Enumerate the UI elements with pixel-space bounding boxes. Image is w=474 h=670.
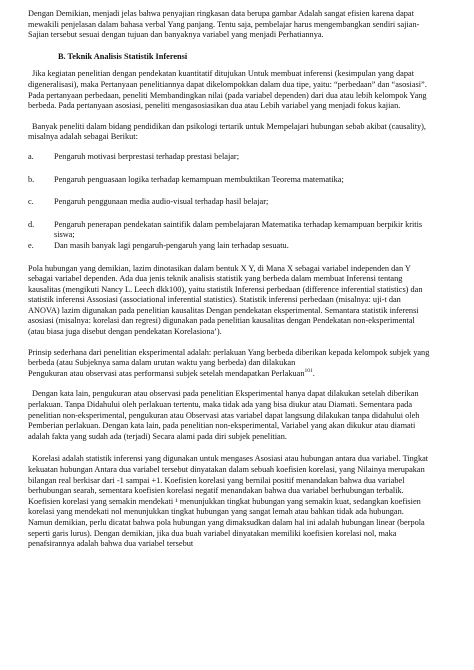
list-item xyxy=(28,197,430,208)
korelasi-paragraph: Korelasi adalah statistik inferensi yang digunakan untuk mengases Asosiasi atau hubungan antara dua variabel. Tingkat kekuatan hubungan Antara dua variabel tersebut dinyatakan dalam sebuah koefisien korelasi, yang Nilainya merupakan bilangan real berkisar dari -1 sampai +1. Koefisien korelasi yang bernilai positif menandakan bahwa dua variabel berhubungan searah, sementara koefisien korelasi negatif menandakan bahwa dua variabel berhubungan terbalik. Koefisien korelasi yang semakin mendekati ¹ menunjukkan tingkat hubungan yang semakin kuat, sedangkan koefisien korelasi yang mendekati nol menunjukkan tingkat hubungan yang sangat lemah atau bahkan tidak ada hubungan. Namun demikian, perlu dicatat bahwa pola hubungan yang dimaksudkan dalam hal ini adalah hubungan linear (berpola seperti garis lurus). Dengan demikian, jika dua buah variabel dinyatakan memiliki koefisien korelasi nol, maka penafsirannya adalah bahwa dua variabel tersebut xyxy=(28,454,429,549)
list-item xyxy=(28,175,430,186)
list-item xyxy=(28,152,430,163)
kata-lain-paragraph: Dengan kata lain, pengukuran atau observasi pada penelitian Eksperimental hanya dapat dilakukan setelah diberikan perlakuan. Tanpa Didahului oleh perlakuan tertentu, maka tidak ada yang bisa diukur atau Diamati. Sementara pada penelitian non-eksperimental, pengukuran atau Observasi atas variabel dapat langsung dilakukan tanpa didahului oleh Pemberian perlakuan. Dengan kata lain, pada penelitian non-eksperimental, Variabel yang akan dikukur atau diamati adalah fakta yang sudah ada (terjadi) Secara alami pada diri subjek penelitian. xyxy=(28,389,420,441)
prinsip-paragraph: Prinsip sederhana dari penelitian eksperimental adalah: perlakuan Yang berbeda diberikan kepada kelompok subjek yang berbeda (atau Subjeknya sama dalam urutan waktu yang berbeda) dan dilakukan xyxy=(28,347,430,368)
list-marker: a. xyxy=(28,151,34,161)
list-item-text: Dan masih banyak lagi pengaruh-pengaruh yang lain terhadap sesuatu. xyxy=(54,240,289,250)
list-item xyxy=(28,220,430,241)
inferensi-paragraph: Jika kegiatan penelitian dengan pendekatan kuantitatif ditujukan Untuk membuat inferensi (kesimpulan yang dapat digeneralisasi), maka Pertanyaan penelitiannya dapat dikelompokkan dalam dua tipe, yaitu: “perbedaan” dan “asosiasi”. Pada pertanyaan perbedaan, peneliti Membandingkan nilai (pada variabel dependen) dari dua atau lebih kelompok Yang berbeda. Pada pertanyaan asosiasi, peneliti mengasosiasikan dua atau Lebih variabel yang menjadi fokus kajian. xyxy=(28,69,427,111)
list-item-text: Pengaruh penggunaan media audio-visual terhadap hasil belajar; xyxy=(54,197,269,207)
list-item-text: Pengaruh motivasi berprestasi terhadap prestasi belajar; xyxy=(54,151,240,161)
prinsip-cont-text: Pengukuran atau observasi atas performansi subjek setelah mendapatkan Perlakuan xyxy=(28,368,305,378)
banyak-paragraph: Banyak peneliti dalam bidang pendidikan dan psikologi tertarik untuk Mempelajari hubungan sebab akibat (causality), misalnya adalah sebagai Berikut: xyxy=(28,121,426,142)
section-heading: B. Teknik Analisis Statistik Inferensi xyxy=(58,51,188,61)
list-item xyxy=(28,241,430,252)
list-item-text: Pengaruh penguasaan logika terhadap kemampuan membuktikan Teorema matematika; xyxy=(54,174,344,184)
list-marker: d. xyxy=(28,219,35,229)
prinsip-paragraph-cont xyxy=(28,369,430,380)
pola-paragraph: Pola hubungan yang demikian, lazim dinotasikan dalam bentuk X Y, di Mana X sebagai variabel independen dan Y sebagai variabel dependen. Ada dua jenis teknik analisis statistik yang berbeda dalam membuat Inferensi tentang kausalitas (mengikuti Nancy L. Leech dkk100), yaitu statistik Inferensi perbedaan (difference inferential statistics) dan statistik inferensi Assosiasi (associational inferential statistics). Statistik inferensi perbedaan (misalnya: uji-t dan ANOVA) lazim digunakan pada penelitian kausalitas Dengan pendekatan eksperimental. Semantara statistik inferensi asosiasi (misalnya: korelasi dan regresi) digunakan pada penelitian kausalitas dengan Pendekatan non-eksperimental (atau biasa juga disebut dengan pendekatan Korelasiona’). xyxy=(28,263,423,337)
causality-list xyxy=(28,152,430,252)
list-marker: c. xyxy=(28,197,34,207)
list-marker: e. xyxy=(28,240,34,250)
list-item-text: Pengaruh penerapan pendekatan saintifik dalam pembelajaran Matematika terhadap kemampuan berpikir kritis siswa; xyxy=(54,219,423,240)
footnote-ref: 101 xyxy=(304,368,313,375)
list-marker: b. xyxy=(28,174,35,184)
intro-paragraph: Dengan Demikian, menjadi jelas bahwa penyajian ringkasan data berupa gambar Adalah sangat efisien karena dapat mewakili penjelasan dalam bahasa verbal Yang panjang. Tentu saja, pembelajar harus mengembangkan sendiri sajian-Sajian tersebut sesuai dengan tujuan dan banyaknya variabel yang menjadi Perhatiannya. xyxy=(28,9,420,40)
prinsip-end-text: . xyxy=(312,368,315,378)
